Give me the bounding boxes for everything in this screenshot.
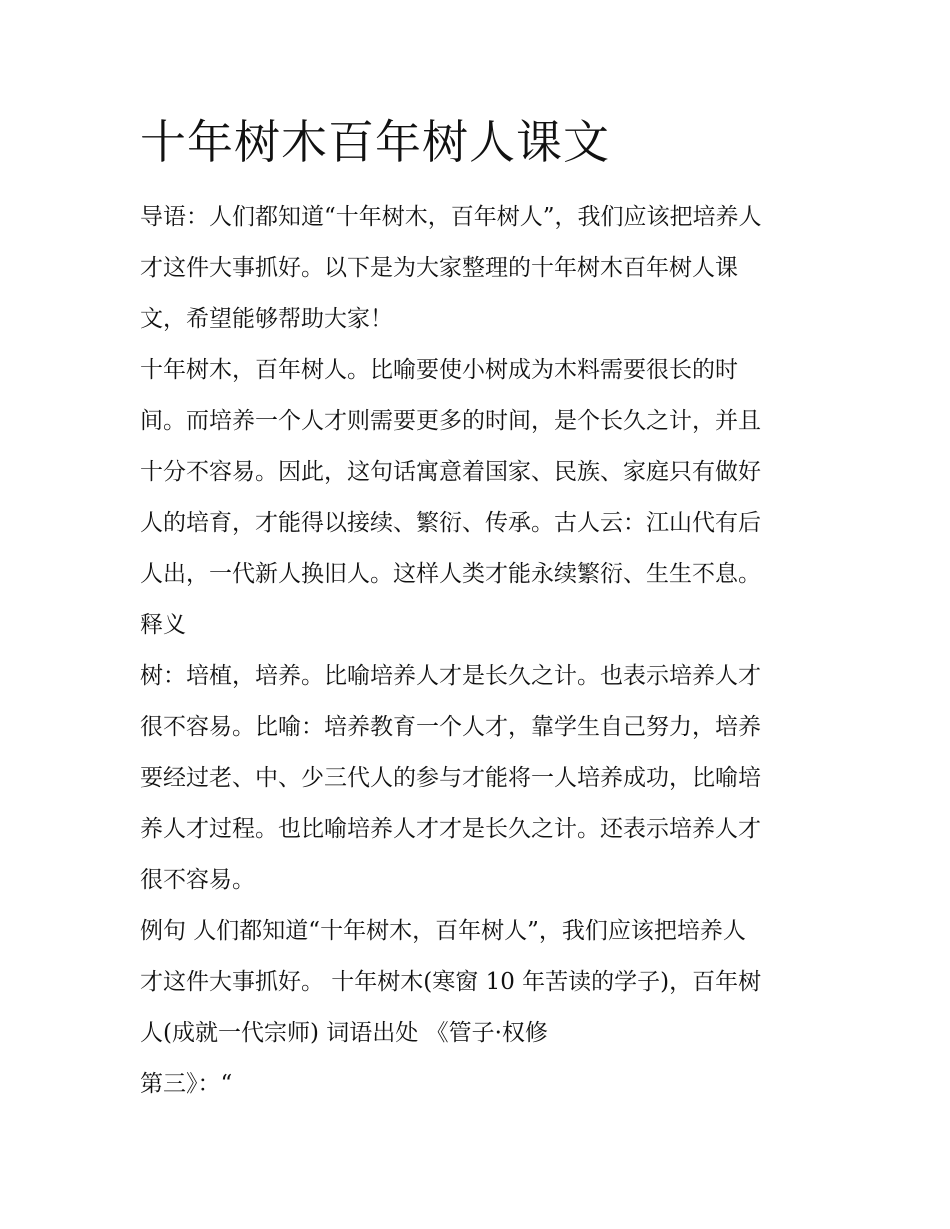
section-heading-shiyi: 释义: [140, 612, 186, 638]
body-line: 文，希望能够帮助大家！: [140, 306, 393, 332]
document-title: 十年树木百年树人课文: [140, 115, 610, 169]
body-line: 人(成就一代宗师) 词语出处 《管子·权修: [140, 1020, 548, 1046]
body-line: 第三》：“: [140, 1071, 233, 1097]
body-line: 例句 人们都知道“十年树木，百年树人”，我们应该把培养人: [140, 918, 746, 944]
body-line: 树：培植，培养。比喻培养人才是长久之计。也表示培养人才: [140, 663, 761, 689]
body-line: 才这件大事抓好。 十年树木(寒窗 10 年苦读的学子)，百年树: [140, 969, 762, 995]
body-line: 导语：人们都知道“十年树木，百年树人”，我们应该把培养人: [140, 204, 762, 230]
body-line: 人的培育，才能得以接续、繁衍、传承。古人云：江山代有后: [140, 510, 761, 536]
document-body: [140, 192, 820, 1110]
body-line: 才这件大事抓好。以下是为大家整理的十年树木百年树人课: [140, 255, 738, 281]
body-line: 间。而培养一个人才则需要更多的时间，是个长久之计，并且: [140, 408, 761, 434]
body-line: 养人才过程。也比喻培养人才才是长久之计。还表示培养人才: [140, 816, 761, 842]
body-line: 人出，一代新人换旧人。这样人类才能永续繁衍、生生不息。: [140, 561, 761, 587]
document-page: [140, 112, 820, 1110]
body-line: 十年树木，百年树人。比喻要使小树成为木料需要很长的时: [140, 357, 738, 383]
body-line: 很不容易。: [140, 867, 255, 893]
body-line: 要经过老、中、少三代人的参与才能将一人培养成功，比喻培: [140, 765, 761, 791]
body-line: 很不容易。比喻：培养教育一个人才，靠学生自己努力，培养: [140, 714, 761, 740]
body-line: 十分不容易。因此，这句话寓意着国家、民族、家庭只有做好: [140, 459, 761, 485]
